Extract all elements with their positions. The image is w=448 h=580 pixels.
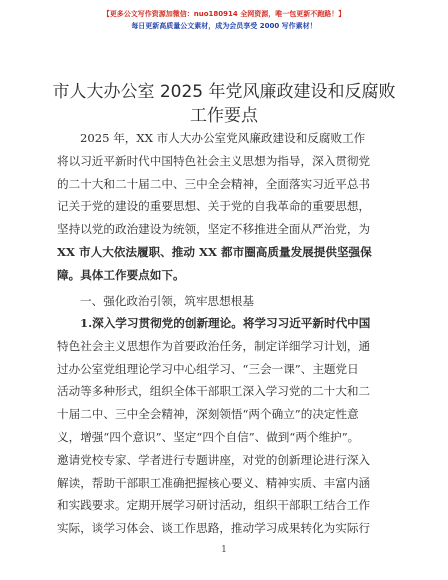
intro-line: 2025 年，XX 市人大办公室党风廉政建设和反腐败工作 — [80, 131, 366, 145]
intro-line: 障。具体工作要点如下。 — [57, 267, 185, 282]
item1-line: 1.深入学习贯彻党的创新理论。将学习习近平新时代中国 — [80, 316, 371, 330]
item1-line: 特色社会主义思想作为首要政治任务，制定详细学习计划，通 — [57, 338, 371, 353]
item1-paragraph — [57, 312, 389, 540]
intro-line: 将以习近平新时代中国特色社会主义思想为指导，深入贯彻党 — [57, 153, 371, 168]
item1-line: 解读，帮助干部职工准确把握核心要义、精神实质、丰富内涵 — [57, 475, 371, 490]
item1-line: 十届二中、三中全会精神，深刻领悟“两个确立”的决定性意 — [57, 407, 359, 422]
intro-paragraph — [57, 127, 389, 287]
item1-line: 过办公室党组理论学习中心组学习、“三会一课”、主题党日 — [57, 361, 359, 376]
document-title: 市人大办公室 2025 年党风廉政建设和反腐败工作要点 — [52, 82, 396, 126]
intro-line: XX 市人大依法履职、推动 XX 都市圈高质量发展提供坚强保 — [57, 244, 372, 259]
page-number: 1 — [221, 545, 227, 555]
item1-line: 和实践要求。定期开展学习研讨活动，组织干部职工结合工作 — [57, 498, 371, 513]
section-heading: 一、强化政治引领，筑牢思想根基 — [80, 294, 254, 308]
section-heading-block — [57, 290, 389, 313]
promo-banner-line2: 每日更新高质量公文素材，成为会员享受 2000 写作素材！ — [131, 22, 317, 30]
item1-line: 实际，谈学习体会、谈工作思路，推动学习成果转化为实际行 — [57, 521, 371, 536]
item1-line: 活动等多种形式，组织全体干部职工深入学习党的二十大和二 — [57, 384, 371, 399]
intro-line: 坚持以党的政治建设为统领，坚定不移推进全面从严治党，为 — [57, 222, 371, 237]
intro-line: 记关于党的建设的重要思想、关于党的自我革命的重要思想， — [57, 199, 371, 214]
item1-line: 邀请党校专家、学者进行专题讲座，对党的创新理论进行深入 — [57, 452, 371, 467]
item1-line: 义，增强“四个意识”、坚定“四个自信”、做到“两个维护”。 — [57, 429, 360, 444]
promo-banner-line1: 【更多公文写作资源加微信：nuo180914 全网资源，唯一包更新不跑路！】 — [102, 10, 346, 18]
promo-banner — [58, 8, 390, 32]
intro-line: 的二十大和二十届二中、三中全会精神，全面落实习近平总书 — [57, 176, 371, 191]
